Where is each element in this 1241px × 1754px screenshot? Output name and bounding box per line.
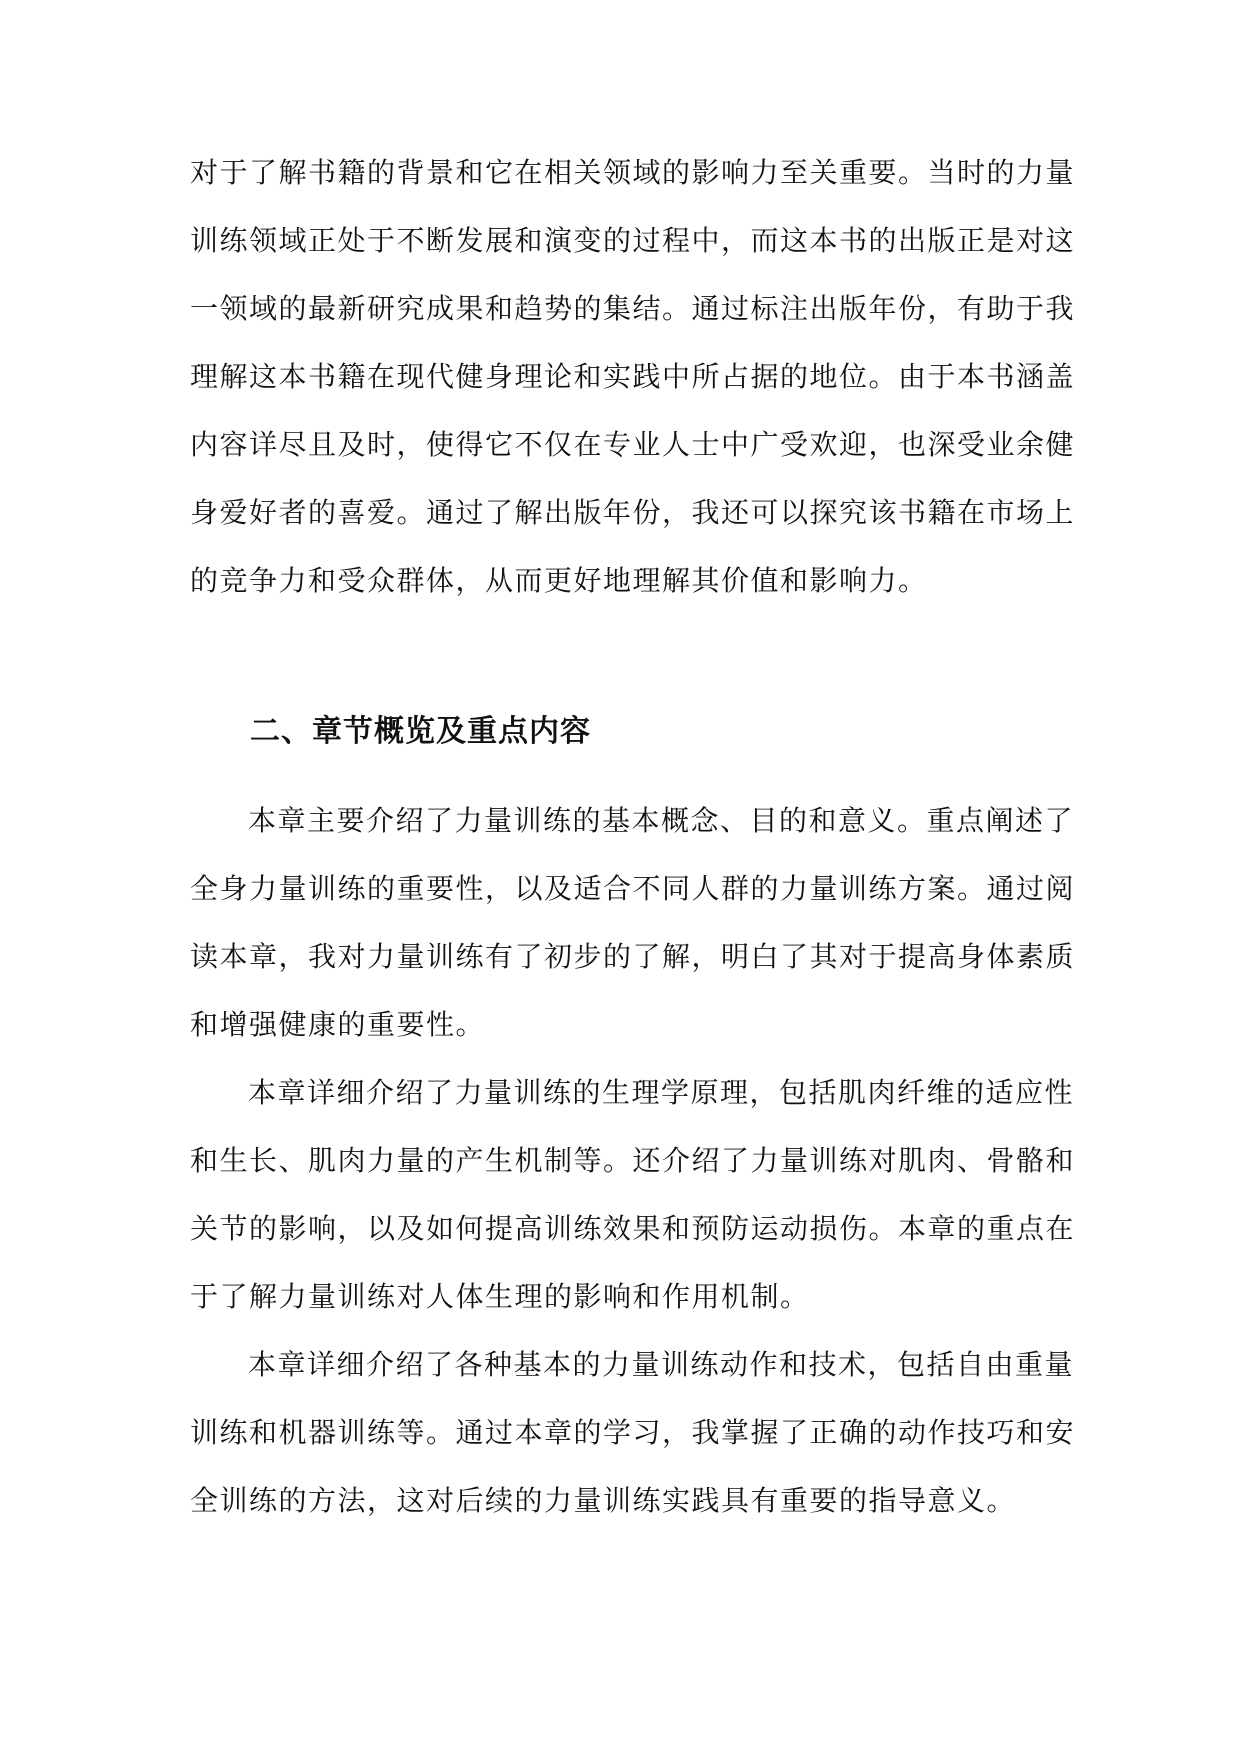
text-line: 本章详细介绍了各种基本的力量训练动作和技术，包括自由重量 (248, 1348, 1075, 1381)
text-line: 本章详细介绍了力量训练的生理学原理，包括肌肉纤维的适应性 (248, 1076, 1075, 1109)
text-line: 理解这本书籍在现代健身理论和实践中所占据的地位。由于本书涵盖 (190, 360, 1076, 393)
text-line: 的竞争力和受众群体，从而更好地理解其价值和影响力。 (190, 564, 928, 597)
text-line: 一领域的最新研究成果和趋势的集结。通过标注出版年份，有助于我 (190, 292, 1076, 325)
text-line: 内容详尽且及时，使得它不仅在专业人士中广受欢迎，也深受业余健 (190, 428, 1076, 461)
chapter-3-paragraph (190, 1331, 1076, 1535)
text-line: 全训练的方法，这对后续的力量训练实践具有重要的指导意义。 (190, 1484, 1017, 1517)
text-line: 本章主要介绍了力量训练的基本概念、目的和意义。重点阐述了 (248, 804, 1075, 837)
text-line: 和增强健康的重要性。 (190, 1008, 486, 1041)
text-line: 和生长、肌肉力量的产生机制等。还介绍了力量训练对肌肉、骨骼和 (190, 1144, 1076, 1177)
text-line: 关节的影响，以及如何提高训练效果和预防运动损伤。本章的重点在 (190, 1212, 1076, 1245)
text-line: 身爱好者的喜爱。通过了解出版年份，我还可以探究该书籍在市场上 (190, 496, 1076, 529)
text-line: 于了解力量训练对人体生理的影响和作用机制。 (190, 1280, 810, 1313)
text-line: 全身力量训练的重要性，以及适合不同人群的力量训练方案。通过阅 (190, 872, 1076, 905)
text-line: 训练和机器训练等。通过本章的学习，我掌握了正确的动作技巧和安 (190, 1416, 1076, 1449)
text-line: 读本章，我对力量训练有了初步的了解，明白了其对于提高身体素质 (190, 940, 1076, 973)
intro-paragraph (190, 139, 1076, 615)
text-line: 对于了解书籍的背景和它在相关领域的影响力至关重要。当时的力量 (190, 156, 1076, 189)
text-line: 训练领域正处于不断发展和演变的过程中，而这本书的出版正是对这 (190, 224, 1076, 257)
section-heading: 二、章节概览及重点内容 (250, 714, 591, 749)
chapter-2-paragraph (190, 1059, 1076, 1331)
chapter-1-paragraph (190, 787, 1076, 1059)
